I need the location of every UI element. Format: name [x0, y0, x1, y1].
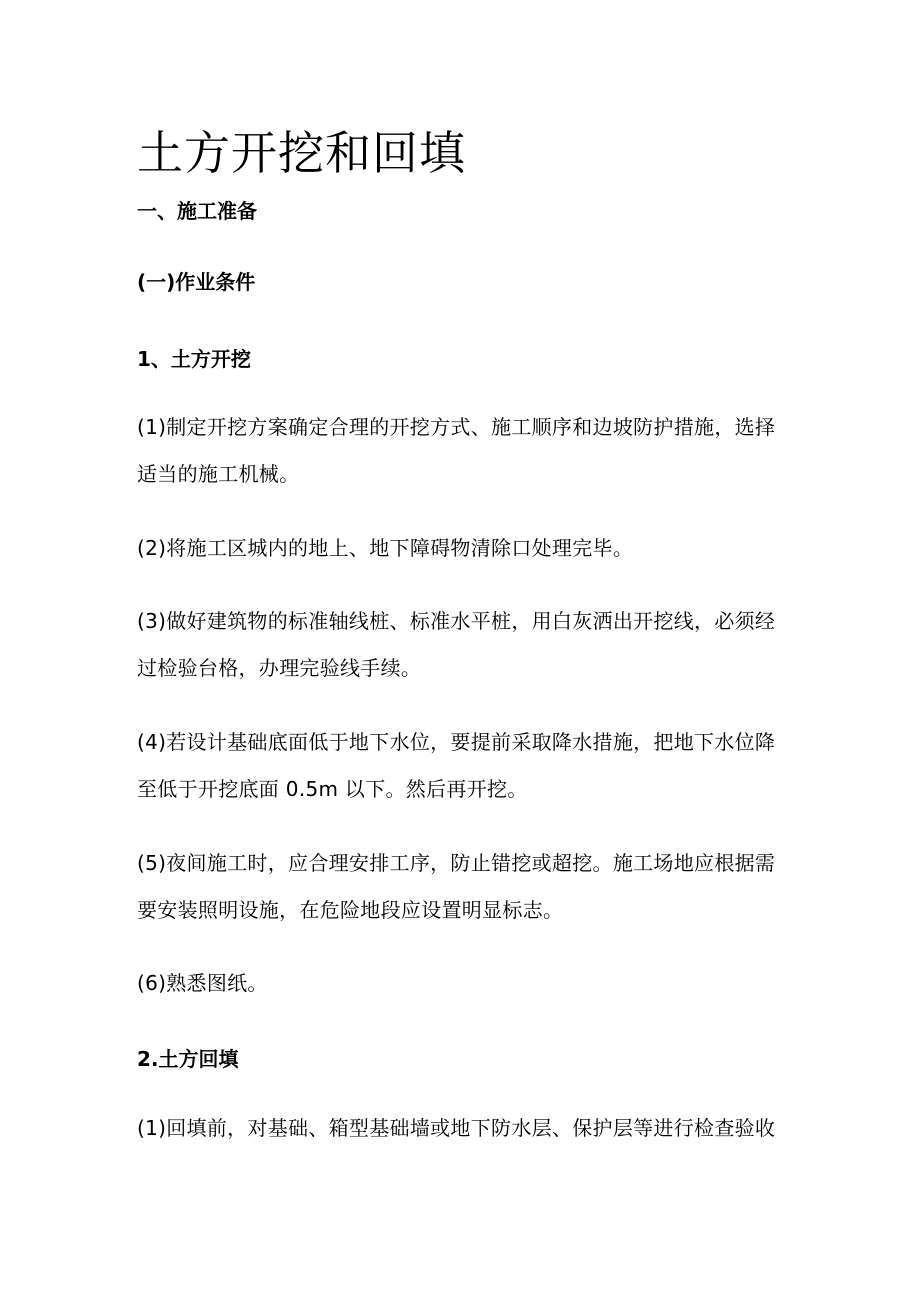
section-heading-construction-preparation: 一、施工准备	[137, 199, 257, 223]
paragraph-item-6	[137, 960, 777, 1007]
paragraph-line: 过检验台格，办理完验线手续。	[137, 656, 422, 680]
subsection-heading-work-conditions: (一)作业条件	[137, 270, 256, 294]
paragraph-item-2	[137, 525, 777, 572]
document-title: 土方开挖和回填	[137, 126, 466, 180]
paragraph-item-4	[137, 719, 777, 813]
paragraph-line: (6)熟悉图纸。	[137, 971, 268, 995]
paragraph-backfill-item-1	[137, 1105, 777, 1152]
paragraph-line: (2)将施工区城内的地上、地下障碍物清除口处理完毕。	[137, 536, 634, 560]
paragraph-item-3	[137, 598, 777, 692]
paragraph-line: 要安装照明设施，在危险地段应设置明显标志。	[137, 898, 564, 922]
paragraph-line: (5)夜间施工时，应合理安排工序，防止错挖或超挖。施工场地应根据需	[137, 851, 776, 875]
paragraph-line: (3)做好建筑物的标准轴线桩、标准水平桩，用白灰洒出开挖线，必须经	[137, 609, 776, 633]
paragraph-line: (1)回填前，对基础、箱型基础墙或地下防水层、保护层等进行检查验收	[137, 1116, 776, 1140]
paragraph-item-5	[137, 840, 777, 934]
paragraph-line: (1)制定开挖方案确定合理的开挖方式、施工顺序和边坡防护措施，选择	[137, 415, 776, 439]
part-heading-earth-backfill: 2.土方回填	[137, 1047, 239, 1071]
part-heading-earth-excavation: 1、土方开挖	[137, 347, 251, 371]
paragraph-item-1	[137, 404, 777, 498]
paragraph-line: (4)若设计基础底面低于地下水位，要提前采取降水措施，把地下水位降	[137, 730, 776, 754]
paragraph-line: 至低于开挖底面 0.5m 以下。然后再开挖。	[137, 777, 528, 801]
paragraph-line: 适当的施工机械。	[137, 462, 300, 486]
